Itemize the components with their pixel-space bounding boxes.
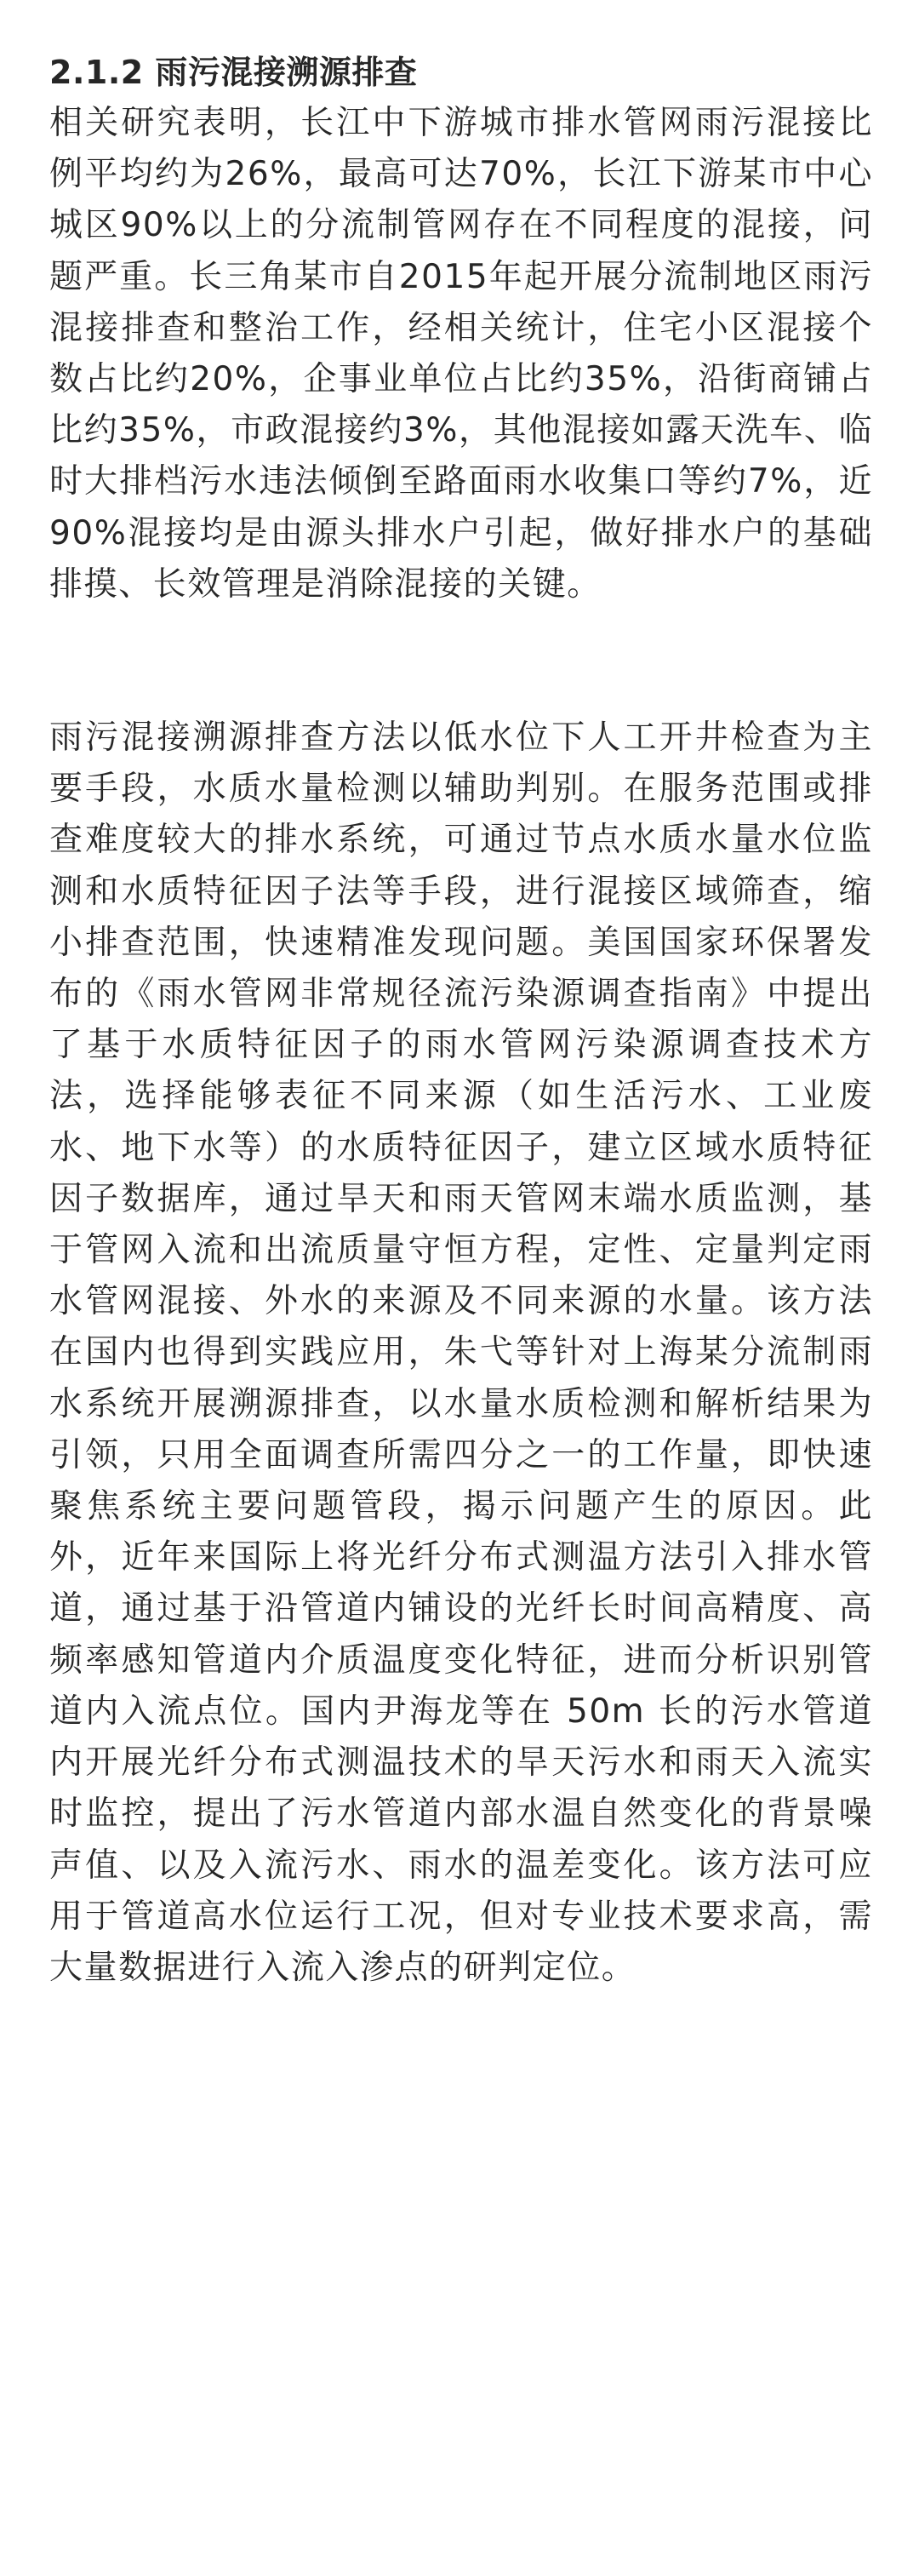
paragraph-mixed-connection-statistics: 相关研究表明，长江中下游城市排水管网雨污混接比例平均约为26%，最高可达70%，长江下游某市中心城区90%以上的分流制管网存在不同程度的混接，问题严重。长三角某市自2015年起开展分流制地区雨污混接排查和整治工作，经相关统计，住宅小区混接个数占比约20%，企事业单位占比约35%，沿街商铺占比约35%，市政混接约3%，其他混接如露天洗车、临时大排档污水违法倾倒至路面雨水收集口等约7%，近90%混接均是由源头排水户引起，做好排水户的基础排摸、长效管理是消除混接的关键。 bbox=[49, 104, 873, 604]
article-body bbox=[49, 47, 873, 1994]
paragraph-tracing-methods: 雨污混接溯源排查方法以低水位下人工开井检查为主要手段，水质水量检测以辅助判别。在服务范围或排查难度较大的排水系统，可通过节点水质水量水位监测和水质特征因子法等手段，进行混接区域筛查，缩小排查范围，快速精准发现问题。美国国家环保署发布的《雨水管网非常规径流污染源调查指南》中提出了基于水质特征因子的雨水管网污染源调查技术方法，选择能够表征不同来源（如生活污水、工业废水、地下水等）的水质特征因子，建立区域水质特征因子数据库，通过旱天和雨天管网末端水质监测，基于管网入流和出流质量守恒方程，定性、定量判定雨水管网混接、外水的来源及不同来源的水量。该方法在国内也得到实践应用，朱弋等针对上海某分流制雨水系统开展溯源排查，以水量水质检测和解析结果为引领，只用全面调查所需四分之一的工作量，即快速聚焦系统主要问题管段，揭示问题产生的原因。此外，近年来国际上将光纤分布式测温方法引入排水管道，通过基于沿管道内铺设的光纤长时间高精度、高频率感知管道内介质温度变化特征，进而分析识别管道内入流点位。国内尹海龙等在 50m 长的污水管道内开展光纤分布式测温技术的旱天污水和雨天入流实时监控，提出了污水管道内部水温自然变化的背景噪声值、以及入流污水、雨水的温差变化。该方法可应用于管道高水位运行工况，但对专业技术要求高，需大量数据进行入流入渗点的研判定位。 bbox=[49, 718, 873, 1987]
section-heading: 2.1.2 雨污混接溯源排查 bbox=[49, 54, 418, 91]
paragraph-spacer bbox=[49, 610, 873, 713]
